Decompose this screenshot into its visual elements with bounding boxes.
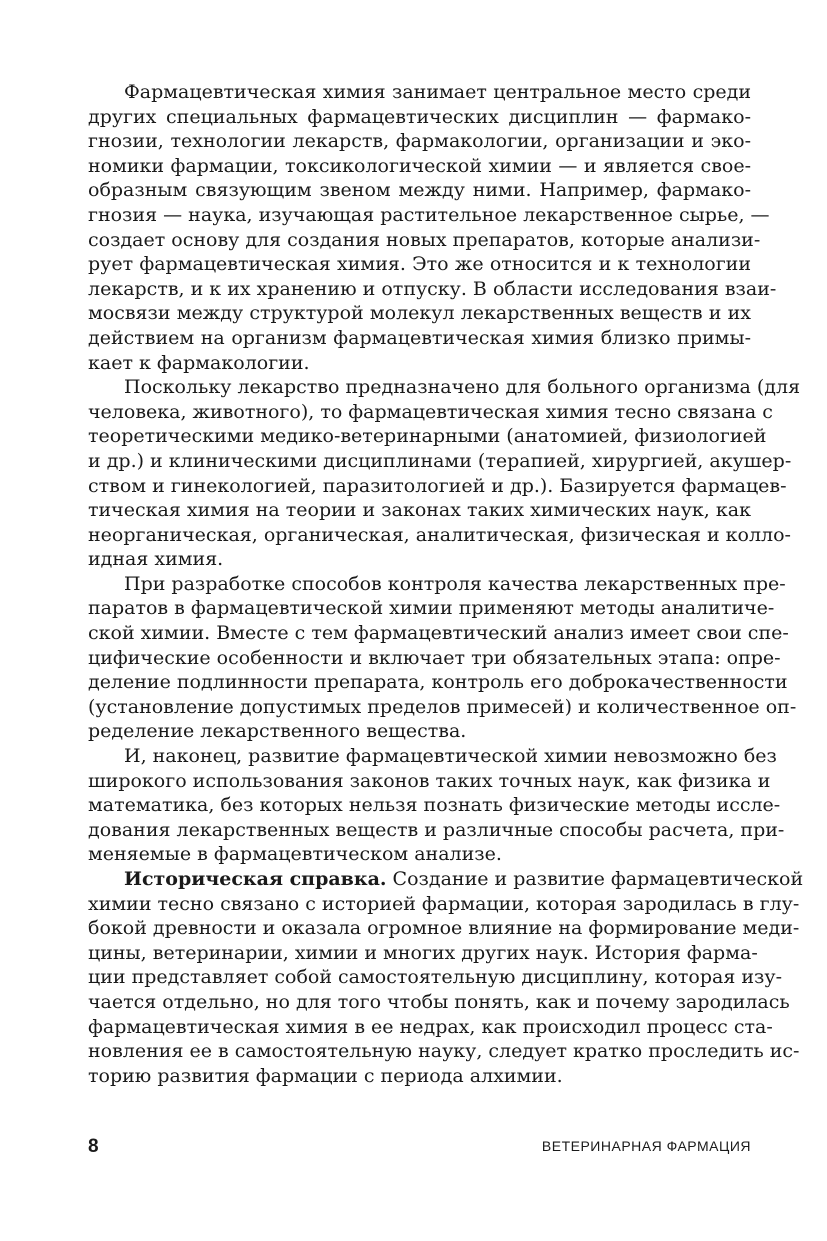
text-line: химии тесно связано с историей фармации, которая зародилась в глу-: [88, 892, 800, 915]
text-line: фармацевтическая химия в ее недрах, как происходил процесс ста-: [88, 1015, 773, 1038]
text-line: И, наконец, развитие фармацевтической химии невозможно без: [124, 745, 777, 768]
text-line: Поскольку лекарство предназначено для больного организма (для: [124, 376, 801, 399]
text-line: образным связующим звеном между ними. Например, фармако-: [88, 179, 751, 202]
text-line: (установление допустимых пределов примесей) и количественное оп-: [88, 695, 797, 718]
text-line: торию развития фармации с периода алхимии.: [88, 1064, 563, 1087]
text-line: мосвязи между структурой молекул лекарственных веществ и их: [88, 302, 751, 325]
text-run: Создание и развитие фармацевтической: [386, 868, 804, 890]
text-line: других специальных фармацевтических дисциплин — фармако-: [88, 105, 751, 128]
text-line: действием на организм фармацевтическая химия близко примы-: [88, 326, 751, 349]
paragraph-pharm-chemistry-role: [88, 80, 777, 375]
text-line: кает к фармакологии.: [88, 351, 310, 374]
text-line: [88, 867, 804, 892]
paragraph-exact-sciences: [88, 744, 785, 867]
text-line: ством и гинекологией, паразитологией и др.). Базируется фармацев-: [88, 474, 787, 497]
text-line: цифические особенности и включает три обязательных этапа: опре-: [88, 646, 781, 669]
text-line: лекарств, и к их хранению и отпуску. В области исследования взаи-: [88, 277, 777, 300]
text-line: ределение лекарственного вещества.: [88, 720, 467, 743]
text-line: математика, без которых нельзя познать физические методы иссле-: [88, 794, 781, 817]
text-line: и др.) и клиническими дисциплинами (терапией, хирургией, акушер-: [88, 449, 792, 472]
text-line: создает основу для создания новых препаратов, которые анализи-: [88, 228, 761, 251]
text-line: При разработке способов контроля качества лекарственных пре-: [124, 572, 786, 595]
text-line: номики фармации, токсикологической химии — и является свое-: [88, 154, 751, 177]
paragraph-quality-control: [88, 572, 797, 744]
text-line: гнозии, технологии лекарств, фармакологии, организации и эко-: [88, 130, 751, 153]
text-line: чается отдельно, но для того чтобы понять, как и почему зародилась: [88, 990, 790, 1013]
text-line: Фармацевтическая химия занимает центральное место среди: [124, 81, 751, 103]
text-line: новления ее в самостоятельную науку, следует кратко проследить ис-: [88, 1040, 800, 1063]
text-line: человека, животного), то фармацевтическая химия тесно связана с: [88, 400, 773, 423]
text-line: цины, ветеринарии, химии и многих других наук. История фарма-: [88, 941, 758, 964]
text-line: теоретическими медико-ветеринарными (анатомией, физиологией: [88, 425, 767, 448]
text-line: ской химии. Вместе с тем фармацевтический анализ имеет свои спе-: [88, 622, 789, 645]
text-line: идная химия.: [88, 548, 224, 571]
text-line: рует фармацевтическая химия. Это же относится и к технологии: [88, 253, 751, 276]
text-line: дования лекарственных веществ и различные способы расчета, при-: [88, 818, 785, 841]
running-title: ВЕТЕРИНАРНАЯ ФАРМАЦИЯ: [541, 1138, 751, 1154]
text-line: широкого использования законов таких точных наук, как физика и: [88, 769, 771, 792]
paragraph-historical-note: [88, 867, 804, 1088]
text-line: бокой древности и оказала огромное влияние на формирование меди-: [88, 917, 800, 940]
page-body: [88, 80, 804, 1088]
text-line: деление подлинности препарата, контроль его доброкачественности: [88, 671, 788, 694]
text-line: меняемые в фармацевтическом анализе.: [88, 843, 502, 866]
section-run-in-heading: Историческая справка.: [124, 868, 387, 890]
text-line: ции представляет собой самостоятельную дисциплину, которая изу-: [88, 966, 783, 989]
text-line: тическая химия на теории и законах таких химических наук, как: [88, 499, 751, 522]
page-footer: [88, 1136, 751, 1158]
paragraph-medical-disciplines: [88, 375, 801, 572]
text-line: неорганическая, органическая, аналитическая, физическая и колло-: [88, 523, 791, 546]
page-number: 8: [88, 1136, 99, 1157]
text-line: паратов в фармацевтической химии применяют методы аналитиче-: [88, 597, 775, 620]
text-line: гнозия — наука, изучающая растительное лекарственное сырье, —: [88, 203, 770, 226]
